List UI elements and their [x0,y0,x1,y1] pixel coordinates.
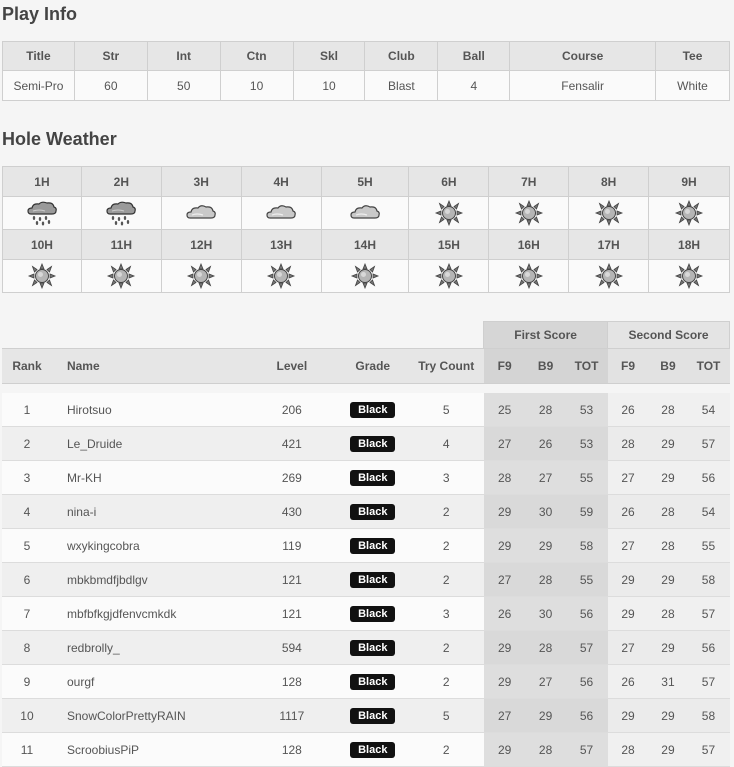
sun-icon [433,200,465,226]
value-int: 50 [147,71,220,101]
header-first-f9: F9 [484,349,526,384]
hole-weather-cell [161,197,241,230]
rank-cell: 8 [2,631,52,665]
first-b9-cell: 30 [526,495,566,529]
rank-cell: 9 [2,665,52,699]
hole-weather-cell [649,260,730,293]
sun-icon [593,200,625,226]
first-tot-cell: 58 [566,529,608,563]
level-cell: 269 [247,461,337,495]
rain-cloud-icon [26,200,58,226]
sun-icon [105,263,137,289]
second-f9-cell: 29 [608,597,649,631]
second-b9-cell: 29 [649,631,688,665]
grade-badge: Black [350,606,395,622]
hole-weather-cell [81,260,161,293]
hole-weather-table [2,166,730,293]
weather-hole-row [3,230,730,260]
first-f9-cell: 27 [484,563,526,597]
first-tot-cell: 56 [566,597,608,631]
grade-badge: Black [350,436,395,452]
try-count-cell: 3 [409,461,484,495]
first-b9-cell: 27 [526,665,566,699]
second-b9-cell: 29 [649,461,688,495]
first-f9-cell: 26 [484,597,526,631]
ranking-row [2,427,730,461]
first-f9-cell: 29 [484,495,526,529]
header-name: Name [52,349,247,384]
first-b9-cell: 29 [526,529,566,563]
grade-badge: Black [350,504,395,520]
rank-cell: 5 [2,529,52,563]
hole-weather-cell [81,197,161,230]
second-tot-cell: 54 [687,495,729,529]
grade-cell [337,699,409,733]
first-tot-cell: 55 [566,461,608,495]
level-cell: 128 [247,665,337,699]
first-f9-cell: 27 [484,427,526,461]
first-tot-cell: 55 [566,563,608,597]
hole-label: 3H [161,167,241,197]
hole-weather-cell [649,197,730,230]
hole-weather-cell [241,197,321,230]
sun-icon [673,200,705,226]
value-tee: White [656,71,730,101]
header-title: Title [3,42,75,71]
try-count-cell: 3 [409,597,484,631]
level-cell: 128 [247,733,337,767]
level-cell: 119 [247,529,337,563]
hole-weather-cell [3,197,82,230]
cloud-icon [349,200,381,226]
second-tot-cell: 58 [687,563,729,597]
second-b9-cell: 28 [649,597,688,631]
weather-hole-row [3,167,730,197]
first-f9-cell: 28 [484,461,526,495]
second-f9-cell: 29 [608,563,649,597]
hole-label: 7H [489,167,569,197]
level-cell: 121 [247,597,337,631]
first-f9-cell: 25 [484,393,526,427]
header-first-b9: B9 [526,349,566,384]
try-count-cell: 2 [409,529,484,563]
hole-label: 17H [569,230,649,260]
play-info-title: Play Info [2,4,78,24]
hole-label: 4H [241,167,321,197]
header-ball: Ball [438,42,510,71]
first-b9-cell: 28 [526,631,566,665]
first-tot-cell: 56 [566,665,608,699]
second-score-header: Second Score [608,322,730,349]
hole-label: 12H [161,230,241,260]
player-name: redbrolly_ [52,631,247,665]
second-tot-cell: 57 [687,597,729,631]
hole-label: 13H [241,230,321,260]
sun-icon [26,263,58,289]
sun-icon [265,263,297,289]
second-tot-cell: 56 [687,631,729,665]
grade-cell [337,563,409,597]
rank-cell: 6 [2,563,52,597]
hole-weather-title: Hole Weather [2,129,117,149]
second-tot-cell: 58 [687,699,729,733]
try-count-cell: 2 [409,631,484,665]
hole-weather-cell [321,197,409,230]
try-count-cell: 4 [409,427,484,461]
rank-cell: 2 [2,427,52,461]
play-info-header-row [3,42,730,71]
header-level: Level [247,349,337,384]
hole-label: 11H [81,230,161,260]
first-score-header: First Score [484,322,608,349]
hole-label: 2H [81,167,161,197]
grade-cell [337,427,409,461]
sun-icon [433,263,465,289]
value-course: Fensalir [510,71,656,101]
grade-cell [337,733,409,767]
play-info-value-row [3,71,730,101]
player-name: nina-i [52,495,247,529]
try-count-cell: 2 [409,665,484,699]
ranking-row [2,699,730,733]
player-name: Hirotsuo [52,393,247,427]
level-cell: 430 [247,495,337,529]
player-name: wxykingcobra [52,529,247,563]
value-title: Semi-Pro [3,71,75,101]
hole-label: 16H [489,230,569,260]
rank-cell: 4 [2,495,52,529]
ranking-row [2,563,730,597]
grade-cell [337,495,409,529]
first-b9-cell: 28 [526,393,566,427]
level-cell: 594 [247,631,337,665]
value-str: 60 [74,71,147,101]
header-str: Str [74,42,147,71]
header-club: Club [365,42,438,71]
weather-icon-row [3,197,730,230]
try-count-cell: 2 [409,495,484,529]
second-tot-cell: 55 [687,529,729,563]
level-cell: 1117 [247,699,337,733]
weather-icon-row [3,260,730,293]
grade-cell [337,665,409,699]
ranking-row [2,631,730,665]
header-tee: Tee [656,42,730,71]
ranking-row [2,665,730,699]
rank-cell: 10 [2,699,52,733]
second-tot-cell: 56 [687,461,729,495]
hole-label: 1H [3,167,82,197]
grade-badge: Black [350,572,395,588]
hole-label: 8H [569,167,649,197]
sun-icon [185,263,217,289]
hole-weather-cell [569,197,649,230]
grade-badge: Black [350,674,395,690]
first-f9-cell: 29 [484,529,526,563]
player-name: ourgf [52,665,247,699]
first-f9-cell: 29 [484,733,526,767]
second-f9-cell: 28 [608,733,649,767]
header-second-b9: B9 [649,349,688,384]
ranking-row [2,393,730,427]
sun-icon [673,263,705,289]
first-tot-cell: 56 [566,699,608,733]
rank-cell: 7 [2,597,52,631]
level-cell: 121 [247,563,337,597]
grade-badge: Black [350,470,395,486]
second-tot-cell: 54 [687,393,729,427]
level-cell: 206 [247,393,337,427]
player-name: Le_Druide [52,427,247,461]
hole-weather-cell [161,260,241,293]
second-b9-cell: 29 [649,699,688,733]
first-f9-cell: 29 [484,665,526,699]
player-name: mbkbmdfjbdlgv [52,563,247,597]
first-tot-cell: 57 [566,733,608,767]
hole-weather-cell [409,260,489,293]
player-name: mbfbfkgjdfenvcmkdk [52,597,247,631]
first-b9-cell: 27 [526,461,566,495]
second-tot-cell: 57 [687,427,729,461]
hole-weather-cell [489,197,569,230]
first-tot-cell: 53 [566,393,608,427]
player-name: Mr-KH [52,461,247,495]
ranking-row [2,597,730,631]
score-group-header-row [2,322,730,349]
hole-label: 9H [649,167,730,197]
second-b9-cell: 31 [649,665,688,699]
ranking-row [2,495,730,529]
player-name: SnowColorPrettyRAIN [52,699,247,733]
grade-cell [337,597,409,631]
value-ball: 4 [438,71,510,101]
second-b9-cell: 29 [649,427,688,461]
first-b9-cell: 30 [526,597,566,631]
second-tot-cell: 57 [687,665,729,699]
second-f9-cell: 26 [608,393,649,427]
try-count-cell: 5 [409,393,484,427]
second-tot-cell: 57 [687,733,729,767]
header-course: Course [510,42,656,71]
second-f9-cell: 27 [608,631,649,665]
second-b9-cell: 29 [649,563,688,597]
value-club: Blast [365,71,438,101]
play-info-table [2,41,730,101]
header-try-count: Try Count [409,349,484,384]
player-name: ScroobiusPiP [52,733,247,767]
second-b9-cell: 28 [649,495,688,529]
ranking-header-row [2,349,730,384]
header-ctn: Ctn [220,42,293,71]
cloud-icon [265,200,297,226]
sun-icon [513,200,545,226]
grade-badge: Black [350,402,395,418]
hole-label: 5H [321,167,409,197]
first-tot-cell: 57 [566,631,608,665]
first-f9-cell: 29 [484,631,526,665]
hole-label: 10H [3,230,82,260]
second-b9-cell: 28 [649,393,688,427]
grade-badge: Black [350,742,395,758]
value-ctn: 10 [220,71,293,101]
ranking-row [2,733,730,767]
grade-cell [337,393,409,427]
first-b9-cell: 28 [526,733,566,767]
grade-cell [337,631,409,665]
header-grade: Grade [337,349,409,384]
sun-icon [513,263,545,289]
hole-label: 6H [409,167,489,197]
grade-cell [337,461,409,495]
second-f9-cell: 27 [608,461,649,495]
header-second-tot: TOT [687,349,729,384]
second-b9-cell: 28 [649,529,688,563]
try-count-cell: 5 [409,699,484,733]
hole-weather-cell [241,260,321,293]
first-b9-cell: 29 [526,699,566,733]
second-f9-cell: 29 [608,699,649,733]
first-b9-cell: 26 [526,427,566,461]
rain-cloud-icon [105,200,137,226]
header-rank: Rank [2,349,52,384]
header-int: Int [147,42,220,71]
hole-weather-cell [569,260,649,293]
grade-badge: Black [350,538,395,554]
level-cell: 421 [247,427,337,461]
hole-weather-cell [409,197,489,230]
try-count-cell: 2 [409,563,484,597]
grade-cell [337,529,409,563]
hole-weather-cell [3,260,82,293]
try-count-cell: 2 [409,733,484,767]
hole-label: 15H [409,230,489,260]
rank-cell: 1 [2,393,52,427]
rank-cell: 3 [2,461,52,495]
ranking-table [2,321,730,767]
header-skl: Skl [293,42,365,71]
sun-icon [349,263,381,289]
hole-weather-cell [321,260,409,293]
hole-label: 18H [649,230,730,260]
value-skl: 10 [293,71,365,101]
second-f9-cell: 27 [608,529,649,563]
header-first-tot: TOT [566,349,608,384]
ranking-row [2,529,730,563]
second-b9-cell: 29 [649,733,688,767]
first-f9-cell: 27 [484,699,526,733]
grade-badge: Black [350,640,395,656]
first-tot-cell: 53 [566,427,608,461]
sun-icon [593,263,625,289]
first-tot-cell: 59 [566,495,608,529]
second-f9-cell: 26 [608,495,649,529]
header-second-f9: F9 [608,349,649,384]
second-f9-cell: 28 [608,427,649,461]
first-b9-cell: 28 [526,563,566,597]
second-f9-cell: 26 [608,665,649,699]
hole-label: 14H [321,230,409,260]
hole-weather-cell [489,260,569,293]
rank-cell: 11 [2,733,52,767]
grade-badge: Black [350,708,395,724]
ranking-row [2,461,730,495]
cloud-icon [185,200,217,226]
